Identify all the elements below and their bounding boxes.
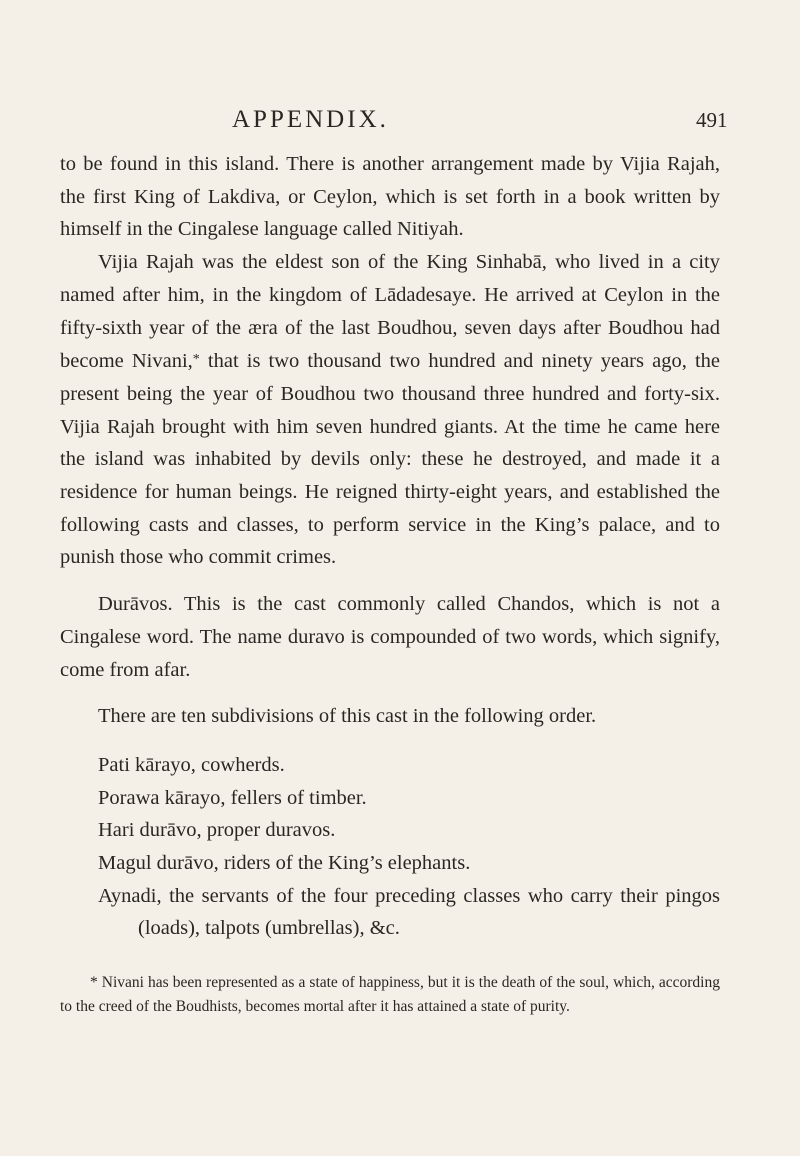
list-item: Magul durāvo, riders of the King’s elephants. (98, 852, 471, 875)
list-item: Porawa kārayo, fellers of timber. (98, 786, 367, 809)
footnote-text: Nivani has been represented as a state of happiness, but it is the death of the soul, which, according to the creed of the Boudhists, becomes mortal after it has attained a state of purity. (60, 974, 720, 1015)
list-item: Hari durāvo, proper duravos. (98, 819, 336, 842)
page-number: 491 (696, 108, 728, 132)
footnote-mark: * (90, 974, 98, 991)
list-item: Aynadi, the servants of the four preceding classes who carry their pingos (loads), talpots (umbrellas), &c. (98, 884, 720, 940)
page-header (0, 106, 800, 136)
paragraph-duravos: Durāvos. This is the cast commonly called Chandos, which is not a Cingalese word. The name duravo is compounded of two words, which signify, come from afar. (60, 593, 720, 681)
running-head: APPENDIX. (232, 106, 389, 133)
list-item: Pati kārayo, cowherds. (98, 753, 285, 776)
footnote-reference-mark: * (192, 352, 200, 368)
paragraph-text-part-1: Vijia Rajah was the eldest son of the King Sinhabā, who lived in a city named after him, in the kingdom of Lādadesaye. He arrived at Ceylon in the fifty-sixth year of the æra of the last Boudhou, seven days after Boudhou had become Nivani, (60, 251, 720, 373)
paragraph-continuation: to be found in this island. There is another arrangement made by Vijia Rajah, the first King of Lakdiva, or Ceylon, which is set forth in a book written by himself in the Cingalese language called Nitiyah. (60, 153, 720, 241)
body-text (60, 148, 720, 945)
paragraph-text-part-2: that is two thousand two hundred and ninety years ago, the present being the year of Boudhou two thousand three hundred and forty-six. Vijia Rajah brought with him seven hundred giants. At the time he came here the island was inhabited by devils only: these he destroyed, and made it a residence for human beings. He reigned thirty-eight years, and established the following casts and classes, to perform service in the King’s palace, and to punish those who commit crimes. (60, 350, 720, 569)
footnote (60, 971, 720, 1018)
paragraph-vijia-rajah (60, 246, 720, 574)
paragraph-subdivisions: There are ten subdivisions of this cast in the following order. (98, 705, 597, 728)
subdivision-list (60, 749, 720, 945)
